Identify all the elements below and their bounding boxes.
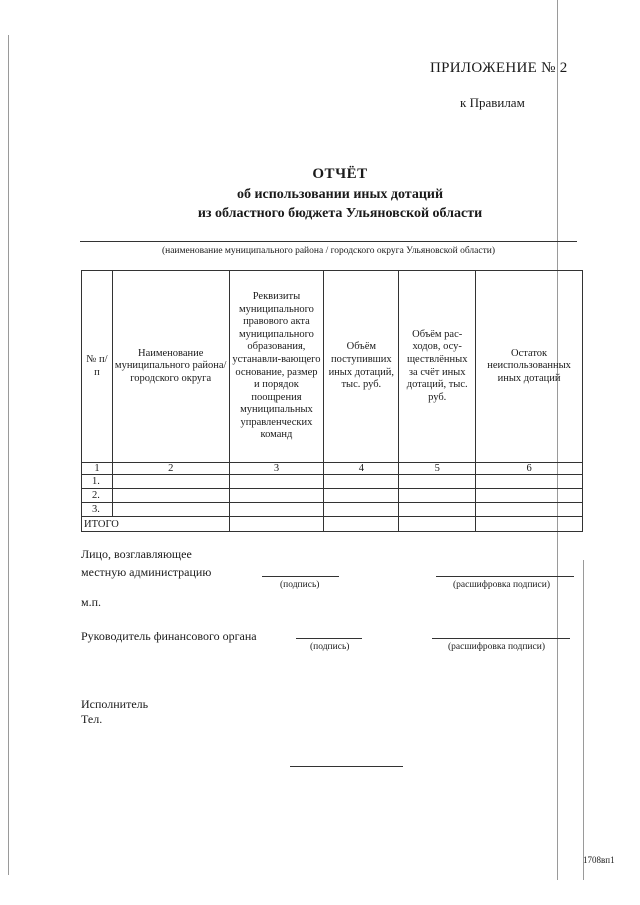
column-number: 2 (112, 463, 229, 475)
table-cell (324, 503, 399, 517)
finance-head-signature-line (296, 638, 362, 639)
table-cell (229, 503, 324, 517)
header-municipality: Наименование муниципального района/городского округа (112, 271, 229, 463)
table-cell (476, 517, 583, 532)
table-cell (399, 475, 476, 489)
scan-edge-right-outer (583, 560, 584, 880)
table-header-row (82, 271, 583, 463)
appendix-rules-ref: к Правилам (460, 95, 525, 110)
column-number: 1 (82, 463, 113, 475)
table-cell (112, 475, 229, 489)
table-total-row (82, 517, 583, 532)
municipality-name-line (80, 241, 577, 242)
finance-head-decoding-caption: (расшифровка подписи) (448, 642, 545, 652)
finance-head-signature-caption: (подпись) (310, 642, 350, 652)
table-row (82, 503, 583, 517)
head-admin-label-line1: Лицо, возглавляющее (81, 547, 192, 561)
table-row (82, 475, 583, 489)
head-admin-signature-caption: (подпись) (280, 580, 320, 590)
head-admin-signature-line (262, 576, 339, 577)
column-numbers-row (82, 463, 583, 475)
table-cell (476, 489, 583, 503)
header-legal-act: Реквизиты муниципального правового акта муниципального образования, устанавли-вающего основание, размер и порядок поощрения муниципальных управленческих команд (229, 271, 324, 463)
report-title-line1: об использовании иных дотаций (236, 187, 444, 202)
finance-head-label: Руководитель финансового органа (81, 629, 257, 643)
column-number: 5 (399, 463, 476, 475)
column-number: 6 (476, 463, 583, 475)
executor-label: Исполнитель (81, 697, 149, 711)
bottom-separator-line (290, 766, 403, 767)
table-cell (112, 489, 229, 503)
table-cell (324, 517, 399, 532)
row-number: 3. (82, 503, 113, 517)
municipality-name-caption: (наименование муниципального района / городского округа Ульяновской области) (161, 246, 496, 256)
head-admin-label-line2: местную администрацию (81, 565, 212, 579)
finance-head-decoding-line (432, 638, 570, 639)
header-expenses: Объём рас-ходов, осу-ществлённых за счёт иных дотаций, тыс. руб. (399, 271, 476, 463)
table-cell (324, 489, 399, 503)
report-title-main: ОТЧЁТ (312, 166, 368, 182)
head-admin-decoding-line (436, 576, 574, 577)
report-title-line2: из областного бюджета Ульяновской области (197, 206, 483, 221)
report-title (160, 163, 520, 223)
header-row-number: № п/п (82, 271, 113, 463)
row-number: 1. (82, 475, 113, 489)
executor-phone-label: Тел. (81, 712, 103, 726)
report-table (81, 270, 583, 532)
scan-edge-left (8, 35, 9, 875)
table-cell (399, 489, 476, 503)
row-number: 2. (82, 489, 113, 503)
table-cell (324, 475, 399, 489)
total-label: ИТОГО (82, 517, 230, 532)
header-remainder: Остаток неиспользованных иных дотаций (476, 271, 583, 463)
document-code: 1708вп1 (583, 855, 615, 865)
table-cell (476, 503, 583, 517)
column-number: 3 (229, 463, 324, 475)
table-cell (112, 503, 229, 517)
table-cell (229, 517, 324, 532)
table-cell (476, 475, 583, 489)
head-admin-decoding-caption: (расшифровка подписи) (453, 580, 550, 590)
appendix-number: ПРИЛОЖЕНИЕ № 2 (430, 60, 568, 76)
column-number: 4 (324, 463, 399, 475)
table-cell (229, 489, 324, 503)
header-received: Объём поступивших иных дотаций, тыс. руб. (324, 271, 399, 463)
stamp-label: м.п. (81, 595, 102, 609)
table-cell (399, 517, 476, 532)
table-row (82, 489, 583, 503)
table-cell (229, 475, 324, 489)
table-cell (399, 503, 476, 517)
